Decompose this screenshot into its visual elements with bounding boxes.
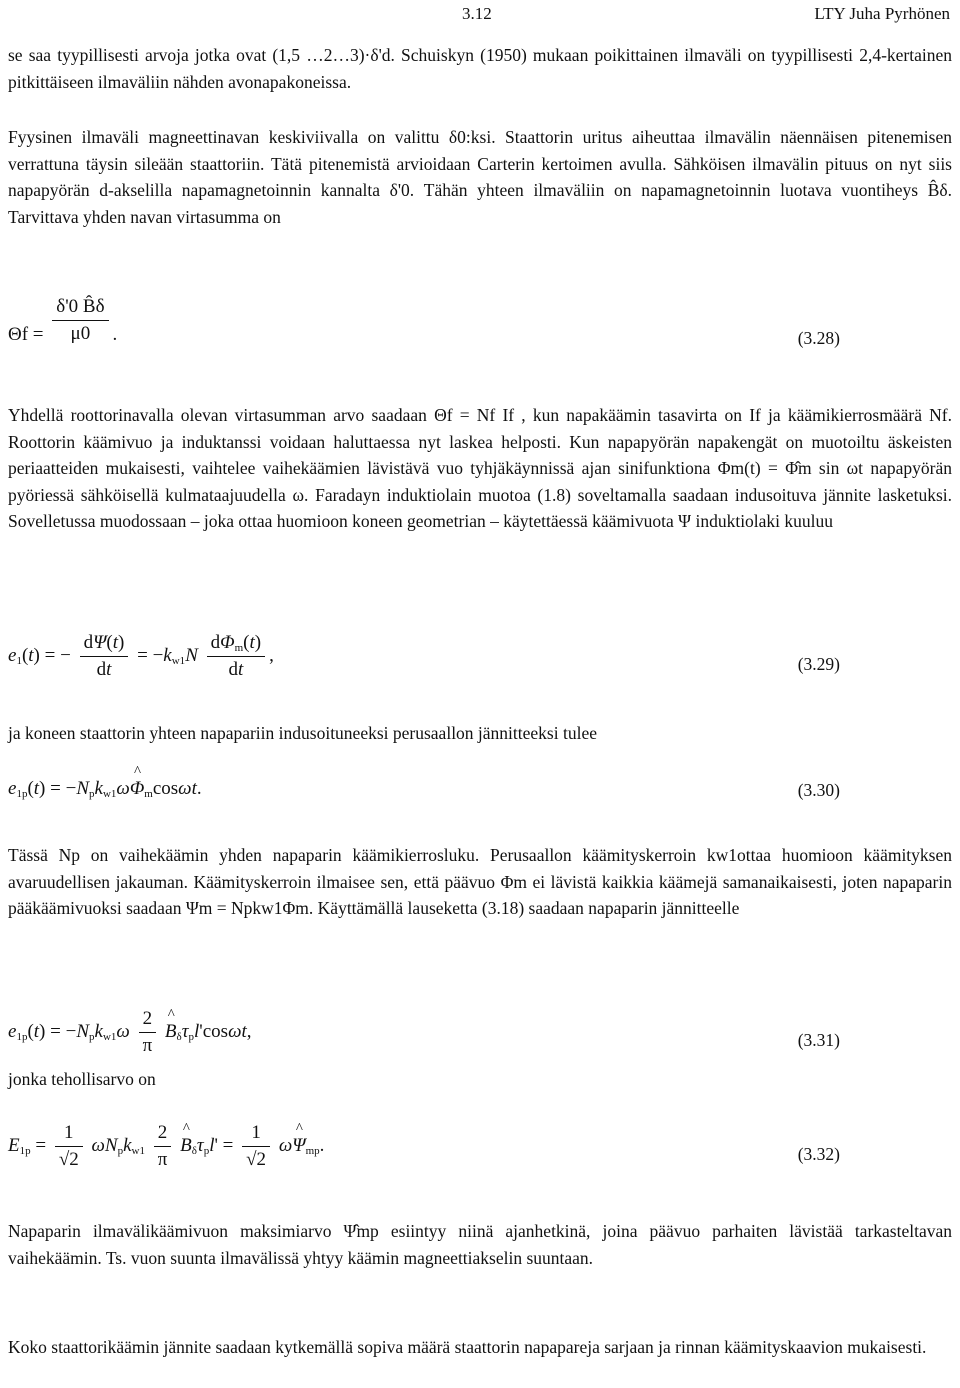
eq29-number: (3.29) xyxy=(797,654,840,674)
eq28-denominator: μ0 xyxy=(52,320,108,345)
eq28-lhs: Θf = xyxy=(8,324,44,345)
equation-3-32: $E_{1p}$ = $\frac{1}{√2}$ $\omega N_pk_{w1}$ $\frac{2}{\pi}$ ^ $B_\delta\tau_pl'$ = $\frac{1}{√2}$ ω^ $\Psi_{mp}$. (3.32) xyxy=(8,1116,952,1196)
eq31-number: (3.31) xyxy=(797,1030,840,1050)
eq30-number: (3.30) xyxy=(797,780,840,800)
eq32-number: (3.32) xyxy=(797,1144,840,1164)
header-author: LTY Juha Pyrhönen xyxy=(814,4,950,23)
eq28-numerator: δ'0 B̂δ xyxy=(56,296,105,318)
equation-3-28: Θf = $\frac{\delta'0 B̂\delta}{\mu 0}$ . (3.28) xyxy=(8,296,840,348)
equation-3-30: $e_{1p}(t)$ = $-N_pk_{w1}\omega\^{}$ $\Phi_m\cos\omega t$. (3.30) xyxy=(8,766,952,846)
equation-3-31: $e_{1p}(t) = -N_pk_{w1}\omega$ $\frac{2}{\pi}$ ^ $B_\delta\tau_pl'\cos\omega t$, (3.31) xyxy=(8,1002,952,1082)
paragraph-1: se saa tyypillisesti arvoja jotka ovat (1,5 …2…3)·δ'd. Schuiskyn (1950) mukaan poikittainen ilmaväli on tyypillisesti 2,4-kertainen pitkittäiseen ilmaväliin nähden avonapakoneissa. xyxy=(8,45,952,92)
paragraph-7: Napaparin ilmavälikäämivuon maksimiarvo Ψ̂mp esiintyy niinä ajanhetkinä, joina päävuo parhaiten lävistää tarkasteltavan vaihekäämin. Ts. vuon suunta ilmavälissä yhtyy käämin magneettiakselin suuntaan. xyxy=(8,1221,952,1268)
paragraph-8: Koko staattorikäämin jännite saadaan kytkemällä sopiva määrä staattorin napapareja sarjaan ja rinnan käämityskaavion mukaisesti. xyxy=(8,1337,927,1357)
paragraph-6: jonka tehollisarvo on xyxy=(8,1069,156,1089)
paragraph-2: Fyysinen ilmaväli magneettinavan keskiviivalla on valittu δ0:ksi. Staattorin uritus aiheuttaa ilmavälin näennäisen pitenemisen verrattuna täysin sileään staattoriin. Tätä pitenemistä arvioidaan Carterin kertoimen avulla. Sähköisen ilmavälin pituus on nyt siis napapyörän d-akselilla napamagnetoinnin kannalta δ'0. Tähän yhteen ilmaväliin on napamagnetoinnin luotava vuontiheys B̂δ. Tarvittava yhden navan virtasumma on xyxy=(8,127,952,227)
equation-3-29: $e_1(t)$ = − $\frac{d\Psi(t)}{dt}$ = $-k_{w1}N$ $\frac{d\Phi_m(t)}{dt}$ , (3.29) xyxy=(8,632,840,680)
paragraph-4: ja koneen staattorin yhteen napapariin indusoituneeksi perusaallon jännitteeksi tulee xyxy=(8,723,597,743)
page-number: 3.12 xyxy=(462,4,492,23)
eq28-number: (3.28) xyxy=(797,328,840,348)
paragraph-5: Tässä Np on vaihekäämin yhden napaparin käämikierrosluku. Perusaallon käämityskerroin kw1ottaa huomioon käämityksen avaruudellisen jakauman. Käämityskerroin ilmaisee sen, että päävuo Φm ei lävistä kaikkia käämejä samanaikaisesti, joten napaparin pääkäämivuoksi saadaan Ψm = Npkw1Φm. Käyttämällä lauseketta (3.18) saadaan napaparin jännitteelle xyxy=(8,845,952,918)
paragraph-3: Yhdellä roottorinavalla olevan virtasumman arvo saadaan Θf = Nf If , kun napakäämin tasavirta on If ja käämikierrosmäärä Nf. Roottorin käämivuo ja induktanssi voidaan haluttaessa nyt laskea helposti. Kun napapyörän napakengät on muotoiltu äskeisten periaatteiden mukaisesti, vaihtelee vaihekäämien lävistävä vuo tyhjäkäynnissä ajan sinifunktiona Φm(t) = Φ̂m sin ωt napapyörän pyöriessä sähköisellä kulmataajuudella ω. Faradayn induktiolain muotoa (1.8) soveltamalla saadaan indusoituva jännite lasketuksi. Sovelletussa muodossaan – joka ottaa huomioon koneen geometrian – käytettäessä käämivuota Ψ induktiolaki kuuluu xyxy=(8,405,952,531)
